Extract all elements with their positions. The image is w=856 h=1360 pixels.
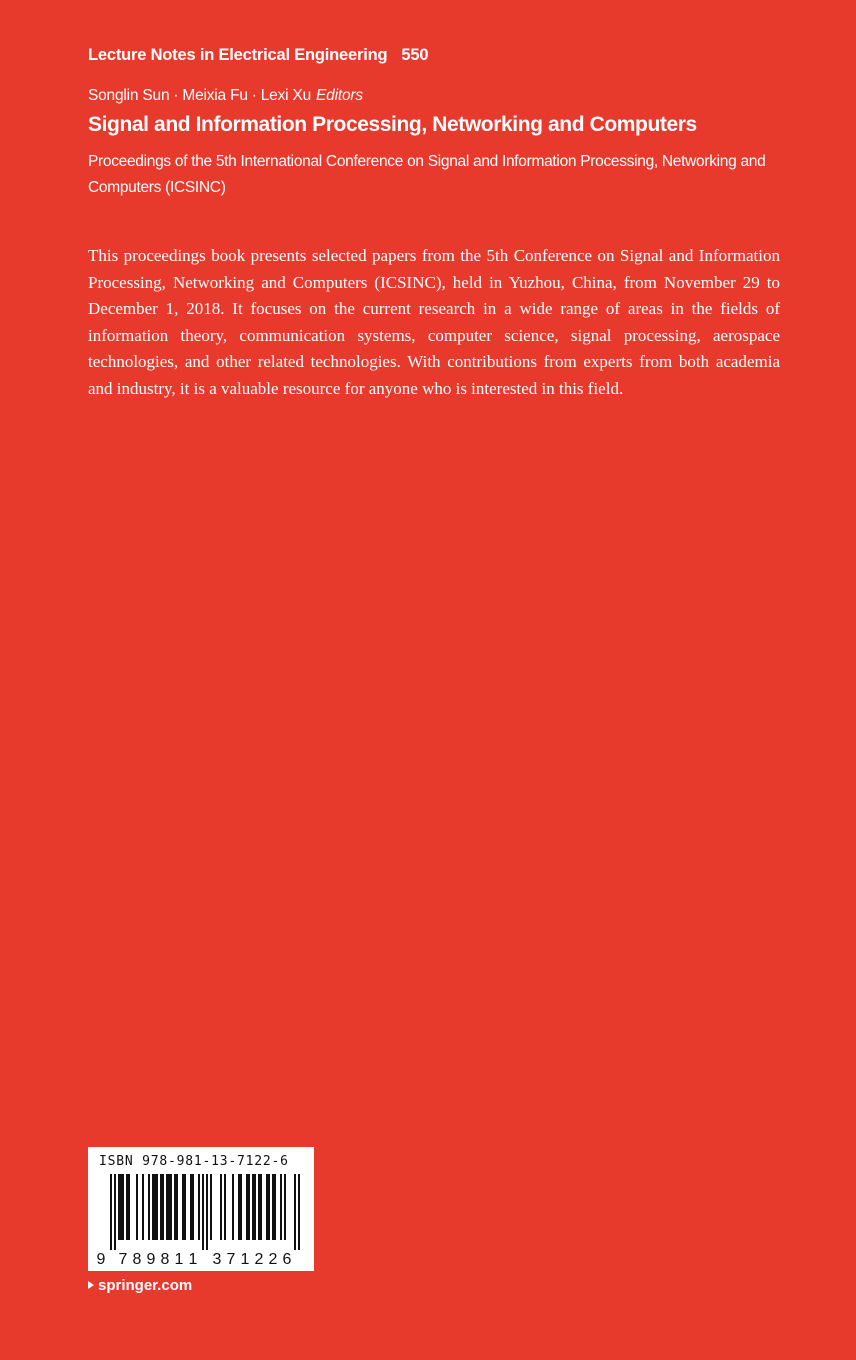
barcode-bar — [248, 1174, 250, 1240]
book-description: This proceedings book presents selected papers from the 5th Conference on Signal and Information Processing, Networking and Computers (ICSINC), held in Yuzhou, China, from November 29 to December 1, 2018. It focuses on the current research in a wide range of areas in the fields of information theory, communication systems, computer science, signal processing, aerospace technologies, and other related technologies. With contributions from experts from both academia and industry, it is a valuable resource for anyone who is interested in this field. — [88, 246, 780, 398]
barcode-bar — [240, 1174, 242, 1240]
barcode-digit: 6 — [282, 1251, 292, 1268]
editor-separator: · — [173, 87, 179, 104]
barcode-bar — [272, 1174, 274, 1240]
barcode-bar — [224, 1174, 226, 1240]
book-subtitle: Proceedings of the 5th International Conference on Signal and Information Processing, Networking and Computers (ICSINC) — [88, 153, 766, 196]
publisher-link[interactable] — [88, 1277, 192, 1294]
barcode-bar — [176, 1174, 178, 1240]
series-volume: 550 — [401, 46, 429, 64]
barcode-digit: 8 — [160, 1251, 170, 1268]
barcode-digit: 2 — [268, 1251, 278, 1268]
barcode-bar — [280, 1174, 282, 1240]
barcode-bar — [220, 1174, 222, 1240]
barcode-bar — [148, 1174, 150, 1240]
barcode-bar — [136, 1174, 138, 1240]
barcode-bar — [254, 1174, 256, 1240]
editor-name: Meixia Fu — [182, 87, 248, 104]
barcode-digit: 7 — [226, 1251, 236, 1268]
barcode-digit: 1 — [188, 1251, 198, 1268]
barcode-digit: 9 — [96, 1251, 106, 1268]
barcode-digit: 3 — [212, 1251, 222, 1268]
editor-name: Songlin Sun — [88, 87, 170, 104]
book-title: Signal and Information Processing, Networking and Computers — [88, 113, 697, 136]
barcode-bar — [198, 1174, 200, 1240]
barcode-guard-bar — [110, 1174, 112, 1250]
barcode-guard-bar — [202, 1174, 204, 1250]
barcode-bar — [266, 1174, 268, 1240]
series-name: Lecture Notes in Electrical Engineering — [88, 46, 388, 64]
barcode-bar — [210, 1174, 212, 1240]
barcode-digit: 1 — [174, 1251, 184, 1268]
barcode-bar — [268, 1174, 270, 1240]
barcode-bar — [192, 1174, 194, 1240]
barcode-guard-bar — [206, 1174, 208, 1250]
barcode-bar — [154, 1174, 156, 1240]
barcode-bar — [170, 1174, 172, 1240]
editors-role: Editors — [316, 87, 363, 104]
barcode-bar — [260, 1174, 262, 1240]
editors-line — [88, 87, 363, 105]
barcode-bar — [122, 1174, 124, 1240]
barcode-bar — [232, 1174, 234, 1240]
isbn-label: ISBN 978-981-13-7122-6 — [99, 1154, 289, 1169]
barcode-bar — [174, 1174, 176, 1240]
barcode-bar — [284, 1174, 286, 1240]
barcode-bar — [184, 1174, 186, 1240]
barcode-bar — [238, 1174, 240, 1240]
barcode-digit: 8 — [132, 1251, 142, 1268]
barcode-bar — [120, 1174, 122, 1240]
barcode-bar — [128, 1174, 130, 1240]
publisher-url: springer.com — [98, 1277, 193, 1294]
barcode-digit: 2 — [254, 1251, 264, 1268]
barcode-bar — [162, 1174, 164, 1240]
barcode-digit: 7 — [118, 1251, 128, 1268]
barcode-bar — [246, 1174, 248, 1240]
barcode-bar — [168, 1174, 170, 1240]
barcode-bar — [152, 1174, 154, 1240]
barcode-bar — [182, 1174, 184, 1240]
barcode-bar — [252, 1174, 254, 1240]
barcode-bar — [118, 1174, 120, 1240]
barcode-bar — [190, 1174, 192, 1240]
barcode-bar — [156, 1174, 158, 1240]
series-line — [88, 46, 428, 65]
barcode-guard-bar — [114, 1174, 116, 1250]
barcode-bar — [160, 1174, 162, 1240]
triangle-right-icon — [88, 1281, 94, 1289]
barcode-guard-bar — [294, 1174, 296, 1250]
editor-separator: · — [251, 87, 257, 104]
barcode-guard-bar — [298, 1174, 300, 1250]
barcode-bar — [126, 1174, 128, 1240]
editor-name: Lexi Xu — [260, 87, 312, 104]
barcode-bar — [142, 1174, 144, 1240]
barcode-bar — [274, 1174, 276, 1240]
barcode-digit: 1 — [240, 1251, 250, 1268]
barcode-digit: 9 — [146, 1251, 156, 1268]
isbn-barcode — [88, 1147, 314, 1271]
barcode-bar — [258, 1174, 260, 1240]
barcode-bar — [166, 1174, 168, 1240]
